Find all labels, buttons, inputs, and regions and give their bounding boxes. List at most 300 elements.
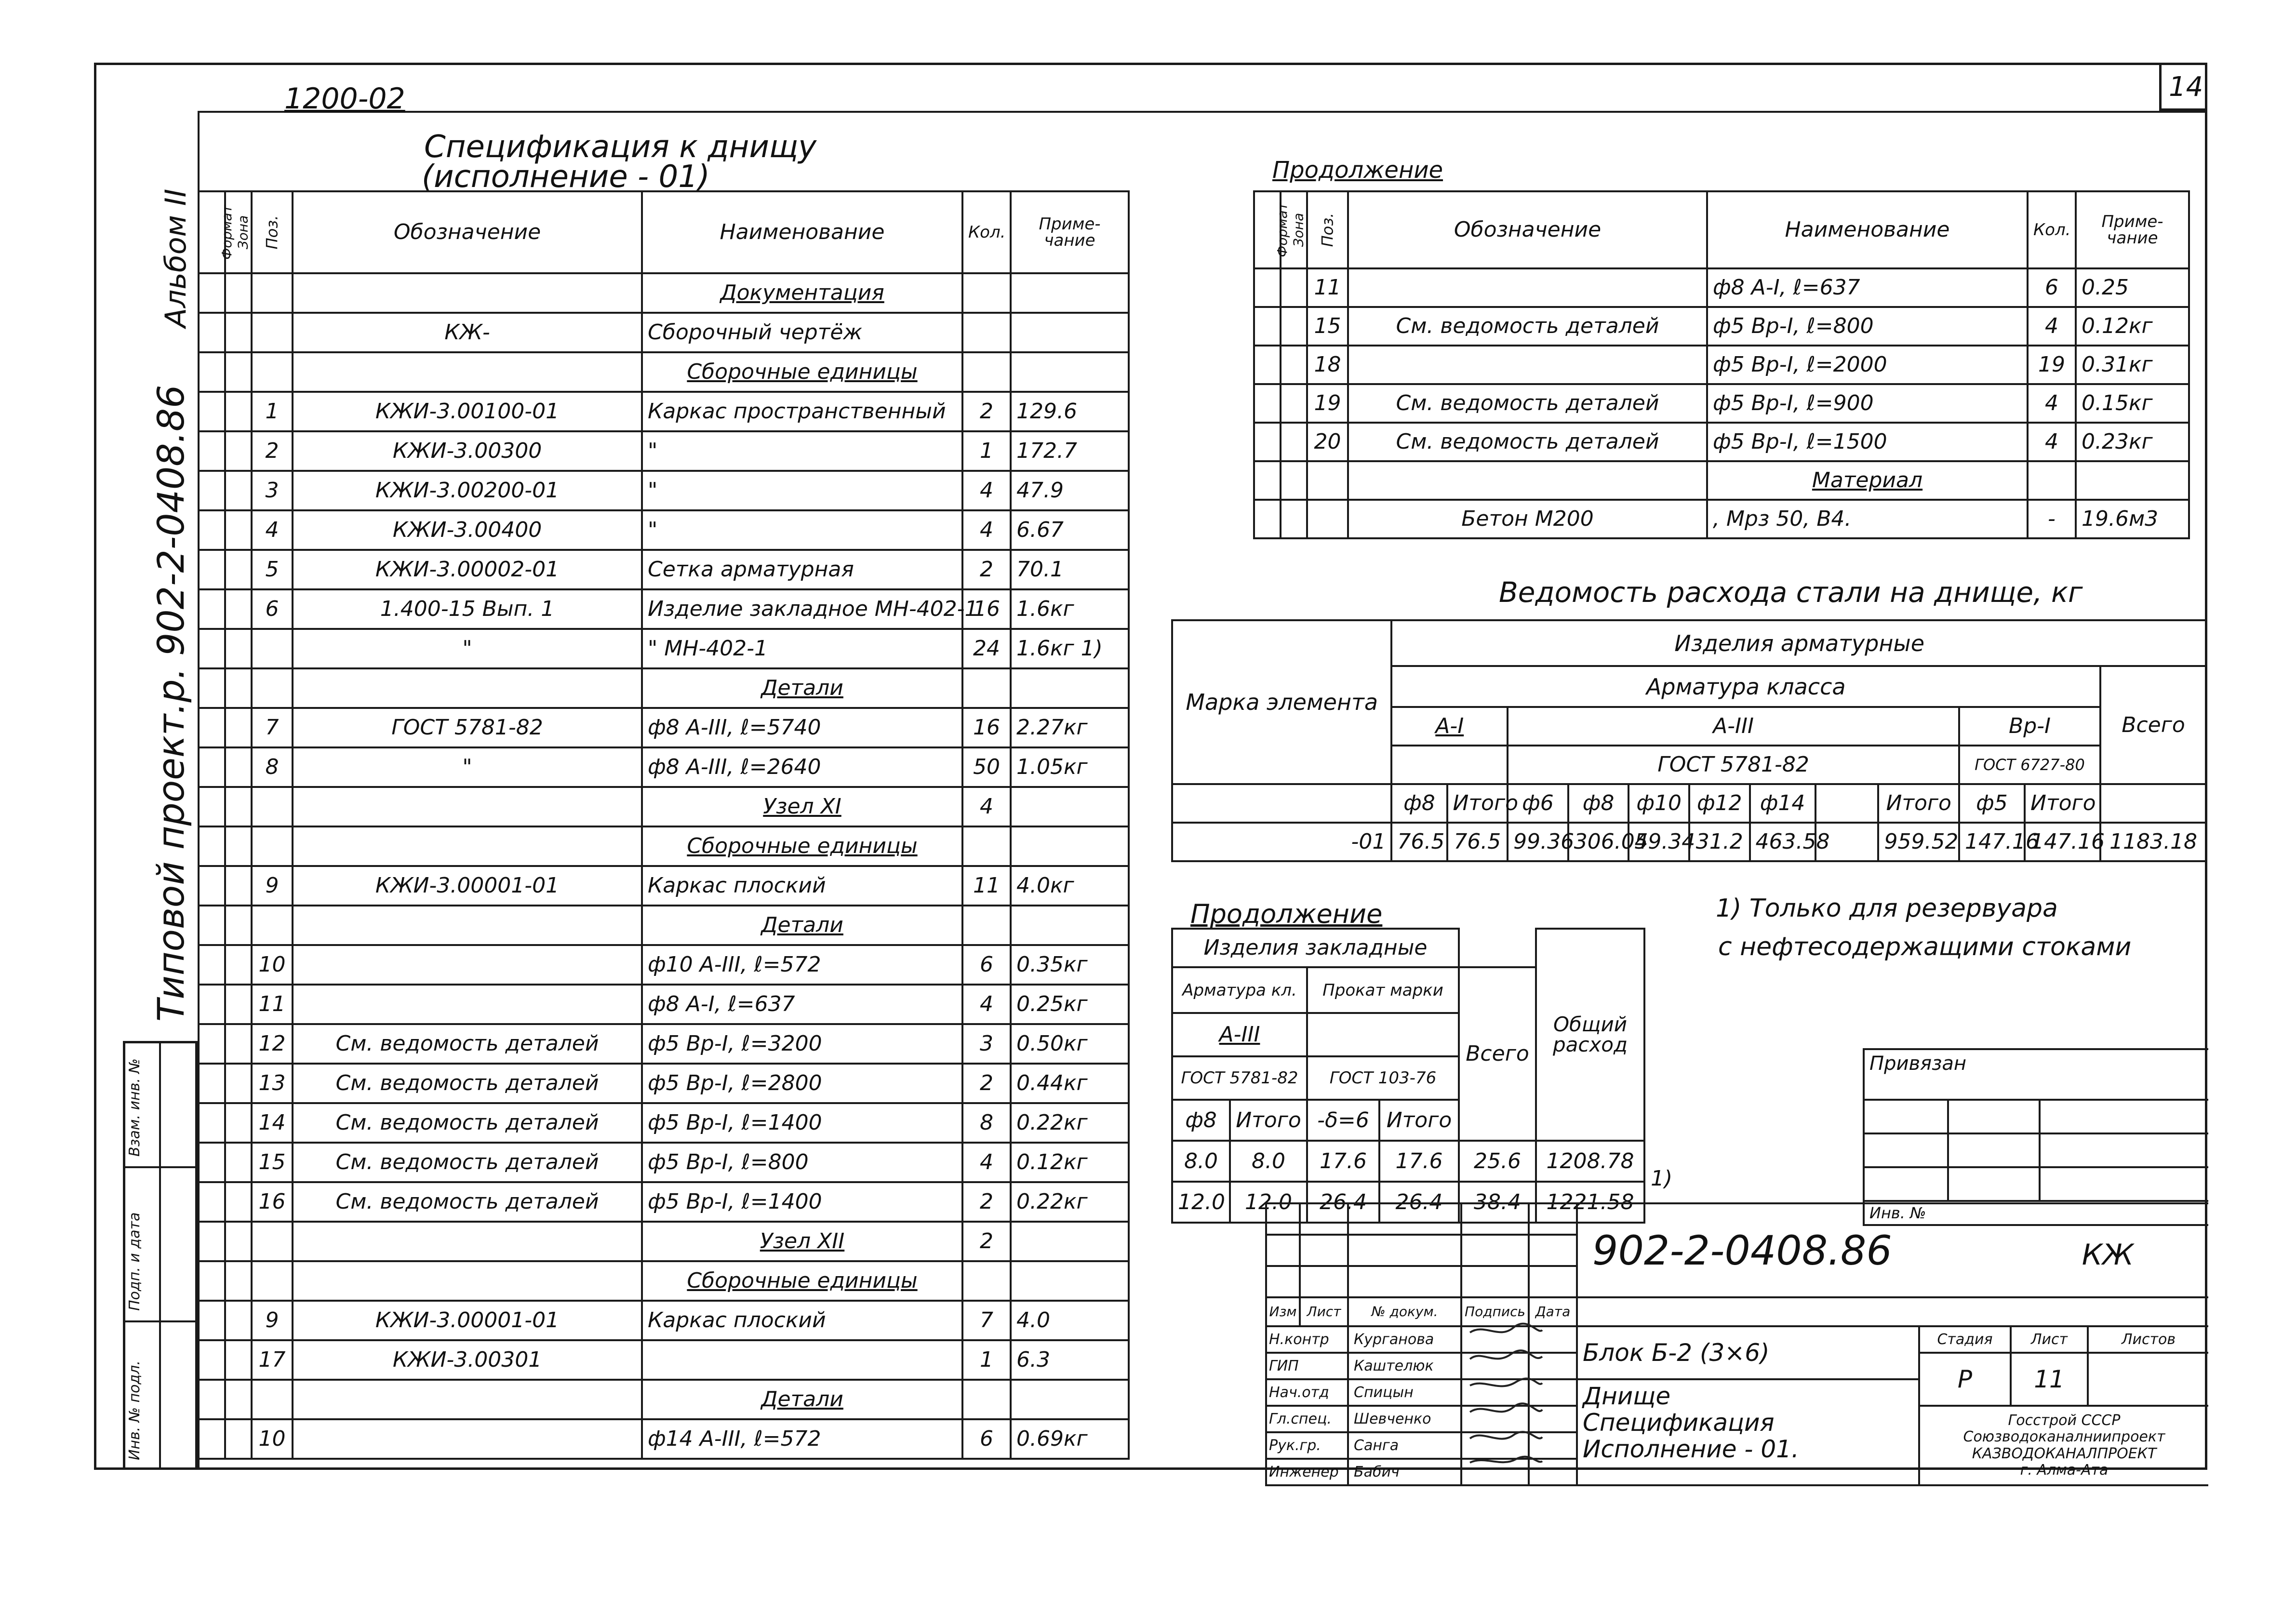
cell-zona <box>225 471 252 510</box>
stamp-listov: Листов <box>2088 1326 2208 1353</box>
cell-oboz <box>1348 268 1707 307</box>
steel-cell: 99.36 <box>1508 823 1568 861</box>
cell-format <box>199 668 225 708</box>
sheet-code-top: 1200-02 <box>284 82 405 116</box>
steel-col-head: ф10 <box>1629 784 1689 823</box>
cell-name: " <box>642 510 962 550</box>
cell-kol: 4 <box>962 1143 1011 1182</box>
steel-vsego: Всего <box>2100 666 2206 784</box>
steel-gost2: ГОСТ 6727-80 <box>1959 746 2100 784</box>
cell-zona <box>225 1143 252 1182</box>
cell-zona <box>1281 346 1307 384</box>
side-stamp-h2 <box>123 1320 198 1322</box>
stamp-table <box>1265 1202 2208 1486</box>
cell-prim <box>1011 826 1129 866</box>
cell-format <box>199 985 225 1024</box>
page-number: 14 <box>2169 71 2203 103</box>
cell-oboz: " <box>293 747 642 787</box>
cell-pos: 3 <box>252 471 293 510</box>
table-row <box>199 826 1129 866</box>
spec-h-format: Формат <box>218 205 235 260</box>
cell-name: Детали <box>642 906 962 945</box>
cell-kol: 4 <box>962 510 1011 550</box>
cell-name: Сборочные единицы <box>642 826 962 866</box>
cell-zona <box>225 431 252 471</box>
cell-name: ф14 А-III, ℓ=572 <box>642 1419 962 1459</box>
cont2-obshiy: Общий расход <box>1536 929 1644 1141</box>
steel-cell: 31.2 <box>1689 823 1750 861</box>
cell-kol: 8 <box>962 1103 1011 1143</box>
cell-name: ф5 Вр-I, ℓ=1400 <box>642 1103 962 1143</box>
cell-format <box>199 510 225 550</box>
album-label: Альбом II <box>159 188 193 328</box>
cell-oboz <box>293 826 642 866</box>
cell-format <box>1254 500 1281 538</box>
cell-oboz: " <box>293 629 642 668</box>
cell-pos: 6 <box>252 589 293 629</box>
cont2-cell: 38.4 <box>1459 1182 1536 1223</box>
cell-name: Сборочные единицы <box>642 1261 962 1301</box>
side-stamp-h1 <box>123 1166 198 1168</box>
cell-format <box>199 471 225 510</box>
cell-oboz: См. ведомость деталей <box>293 1024 642 1064</box>
cell-format <box>199 787 225 826</box>
steel-cell: 147.16 <box>2025 823 2100 861</box>
cell-pos: 15 <box>1307 307 1348 346</box>
cont2-vsego: Всего <box>1459 967 1536 1141</box>
cell-pos: 4 <box>252 510 293 550</box>
cell-oboz: КЖИ-3.00300 <box>293 431 642 471</box>
cell-prim <box>1011 1380 1129 1419</box>
cell-zona <box>225 945 252 985</box>
stamp-person-6: Бабич <box>1348 1459 1461 1485</box>
cell-prim: 19.6м3 <box>2076 500 2189 538</box>
cont-h-name: Наименование <box>1707 191 2028 268</box>
steel-armatura: Арматура класса <box>1391 666 2100 707</box>
cell-name: ф10 А-III, ℓ=572 <box>642 945 962 985</box>
steel-cell: 1183.18 <box>2100 823 2206 861</box>
stamp-doc-1: Днище <box>1583 1382 1671 1410</box>
spec-h-oboz: Обозначение <box>293 191 642 273</box>
table-row <box>199 1024 1129 1064</box>
cell-zona <box>1281 268 1307 307</box>
steel-col-head: Итого <box>1447 784 1508 823</box>
cell-prim: 172.7 <box>1011 431 1129 471</box>
cell-format <box>199 589 225 629</box>
cell-format <box>199 1340 225 1380</box>
stamp-head-row <box>1266 1297 2208 1326</box>
cell-format <box>199 352 225 392</box>
table-row <box>199 1103 1129 1143</box>
cell-prim: 4.0кг <box>1011 866 1129 906</box>
cell-format <box>199 313 225 352</box>
cell-format <box>199 1182 225 1222</box>
cell-zona <box>225 826 252 866</box>
spec-header-row <box>199 191 1129 273</box>
table-row <box>199 1380 1129 1419</box>
steel-cols-row <box>1172 784 2206 823</box>
cell-oboz <box>293 985 642 1024</box>
cell-oboz: См. ведомость деталей <box>293 1143 642 1182</box>
cell-name: ф8 А-I, ℓ=637 <box>642 985 962 1024</box>
cell-format <box>199 1103 225 1143</box>
cell-oboz: 1.400-15 Вып. 1 <box>293 589 642 629</box>
cell-prim <box>1011 352 1129 392</box>
cell-pos: 9 <box>252 1301 293 1340</box>
cell-zona <box>225 985 252 1024</box>
table-row <box>199 1064 1129 1103</box>
spec-h-prim: Приме- чание <box>1011 191 1129 273</box>
cell-zona <box>1281 461 1307 500</box>
cont2-prokat: Прокат марки <box>1307 967 1459 1013</box>
cell-format <box>199 1261 225 1301</box>
cell-zona <box>225 1182 252 1222</box>
cell-format <box>199 1301 225 1340</box>
cell-format <box>199 826 225 866</box>
table-row <box>199 906 1129 945</box>
cell-prim: 0.44кг <box>1011 1064 1129 1103</box>
cell-format <box>199 866 225 906</box>
side-mark-1: Инв. № подл. <box>126 1360 143 1460</box>
cell-kol: 50 <box>962 747 1011 787</box>
spec-h-zona: Зона <box>235 215 251 250</box>
spec-h-kol: Кол. <box>962 191 1011 273</box>
cell-pos: 16 <box>252 1182 293 1222</box>
cell-pos: 18 <box>1307 346 1348 384</box>
stamp-person-1: Курганова <box>1348 1326 1461 1353</box>
table-row <box>199 1143 1129 1182</box>
cell-pos: 1 <box>252 392 293 431</box>
cell-name: Каркас пространственный <box>642 392 962 431</box>
cell-format <box>1254 384 1281 423</box>
table-row <box>199 392 1129 431</box>
privyazan-table <box>1863 1048 2208 1226</box>
side-stamp-divider <box>159 1041 161 1470</box>
table-row <box>199 1261 1129 1301</box>
cell-oboz: См. ведомость деталей <box>293 1182 642 1222</box>
cell-oboz <box>1348 346 1707 384</box>
steel-col-head: ф12 <box>1689 784 1750 823</box>
cell-kol <box>962 313 1011 352</box>
steel-ai: А-I <box>1391 707 1508 746</box>
cont-h-prim: Приме- чание <box>2076 191 2189 268</box>
table-row <box>199 1301 1129 1340</box>
cell-format <box>1254 423 1281 461</box>
side-project-label: Типовой проект.р. 902-2-0408.86 <box>149 385 192 1022</box>
stamp-doc-2: Спецификация <box>1583 1409 1775 1437</box>
cell-pos: 15 <box>252 1143 293 1182</box>
cont-h-pos: Поз. <box>1318 213 1337 247</box>
cell-prim: 4.0 <box>1011 1301 1129 1340</box>
cell-format <box>1254 307 1281 346</box>
cell-kol <box>962 1261 1011 1301</box>
cell-pos <box>252 352 293 392</box>
table-row <box>199 747 1129 787</box>
spec-h-name: Наименование <box>642 191 962 273</box>
cont2-cell: 26.4 <box>1307 1182 1379 1223</box>
cell-zona <box>225 392 252 431</box>
cell-kol <box>962 273 1011 313</box>
stamp-h-date: Дата <box>1529 1297 1577 1326</box>
cell-pos: 12 <box>252 1024 293 1064</box>
cell-format <box>1254 346 1281 384</box>
stamp-mark: КЖ <box>2082 1238 2134 1272</box>
stamp-list-value: 11 <box>2011 1353 2088 1406</box>
cell-prim: 0.15кг <box>2076 384 2189 423</box>
cell-zona <box>1281 423 1307 461</box>
cell-name: Узел XII <box>642 1222 962 1261</box>
cell-name: ф5 Вр-I, ℓ=900 <box>1707 384 2028 423</box>
cell-name: , Мрз 50, В4. <box>1707 500 2028 538</box>
cell-zona <box>225 273 252 313</box>
cell-pos <box>252 313 293 352</box>
cont2-blank-top <box>1459 929 1536 967</box>
cell-oboz: КЖИ-3.00200-01 <box>293 471 642 510</box>
cell-name: " <box>642 431 962 471</box>
cell-oboz: См. ведомость деталей <box>1348 423 1707 461</box>
cell-format <box>199 1024 225 1064</box>
cont2-table <box>1171 928 1645 1224</box>
cont2-cell: 26.4 <box>1379 1182 1459 1223</box>
cont2-gost1: ГОСТ 5781-82 <box>1172 1056 1307 1100</box>
cell-name: ф5 Вр-I, ℓ=1500 <box>1707 423 2028 461</box>
cell-pos: 5 <box>252 550 293 589</box>
cell-pos: 10 <box>252 1419 293 1459</box>
steel-col-head <box>1815 784 1879 823</box>
steel-aiii: А-III <box>1508 707 1959 746</box>
steel-title: Ведомость расхода стали на днище, кг <box>1499 576 2083 609</box>
cell-oboz: КЖИ-3.00301 <box>293 1340 642 1380</box>
cell-zona <box>225 510 252 550</box>
stamp-role-3: Нач.отд <box>1266 1379 1348 1406</box>
cell-name: ф5 Вр-I, ℓ=800 <box>1707 307 2028 346</box>
cont-header-row <box>1254 191 2189 268</box>
stamp-role-2: ГИП <box>1266 1353 1348 1379</box>
cell-zona <box>225 1261 252 1301</box>
cell-zona <box>225 1419 252 1459</box>
cell-zona <box>225 1301 252 1340</box>
cell-prim <box>1011 787 1129 826</box>
cell-pos: 11 <box>1307 268 1348 307</box>
steel-cell: 147.16 <box>1959 823 2025 861</box>
cell-kol: 2 <box>962 392 1011 431</box>
side-mark-2: Подп. и дата <box>126 1212 143 1311</box>
stamp-org-4: г. Алма-Ата <box>2020 1462 2109 1479</box>
cell-oboz: Бетон М200 <box>1348 500 1707 538</box>
cell-pos: 14 <box>252 1103 293 1143</box>
cell-zona <box>1281 384 1307 423</box>
stamp-org-1: Госстрой СССР <box>2008 1412 2121 1429</box>
cell-prim: 0.23кг <box>2076 423 2189 461</box>
stamp-org-3: КАЗВОДОКАНАЛПРОЕКТ <box>1972 1445 2157 1462</box>
cell-kol: 16 <box>962 589 1011 629</box>
table-row <box>199 510 1129 550</box>
cell-zona <box>1281 307 1307 346</box>
table-row <box>199 313 1129 352</box>
cell-zona <box>225 1380 252 1419</box>
cell-prim <box>1011 1261 1129 1301</box>
side-mark-3: Взам. инв. № <box>126 1058 143 1157</box>
note-line-1: 1) Только для резервуара <box>1716 894 2058 923</box>
cont2-footnote: 1) <box>1651 1166 1673 1191</box>
cell-zona <box>225 747 252 787</box>
steel-cell: 463.58 <box>1750 823 1815 861</box>
cell-zona <box>225 313 252 352</box>
cell-pos: 7 <box>252 708 293 747</box>
steel-row-label: -01 <box>1172 823 1391 861</box>
cont-body <box>1254 268 2189 538</box>
cell-pos <box>252 787 293 826</box>
table-row <box>1254 268 2189 307</box>
table-row <box>199 550 1129 589</box>
cell-zona <box>225 866 252 906</box>
cont2-col-2: -δ=6 <box>1307 1100 1379 1141</box>
cell-oboz <box>293 945 642 985</box>
cont2-cell: 17.6 <box>1379 1141 1459 1182</box>
stamp-stadia-value: Р <box>1919 1353 2011 1406</box>
cell-name: Узел XI <box>642 787 962 826</box>
cell-format <box>199 392 225 431</box>
stamp-h-izm: Изм <box>1266 1297 1300 1326</box>
cell-kol <box>962 826 1011 866</box>
cont2-title: Продолжение <box>1190 899 1383 929</box>
cont2-row-1 <box>1172 1141 1644 1182</box>
cell-zona <box>225 668 252 708</box>
cell-oboz <box>293 1419 642 1459</box>
cell-pos <box>252 273 293 313</box>
cell-name: Документация <box>642 273 962 313</box>
cell-kol: 6 <box>962 1419 1011 1459</box>
cell-pos: 19 <box>1307 384 1348 423</box>
cell-format <box>199 1222 225 1261</box>
steel-table <box>1171 619 2207 862</box>
cont2-cell: 17.6 <box>1307 1141 1379 1182</box>
cell-prim: 6.67 <box>1011 510 1129 550</box>
cont-title: Продолжение <box>1272 157 1443 184</box>
cell-pos: 2 <box>252 431 293 471</box>
table-row <box>1254 384 2189 423</box>
cell-kol <box>962 906 1011 945</box>
cell-pos <box>252 1380 293 1419</box>
cell-pos: 8 <box>252 747 293 787</box>
cell-kol: 19 <box>2028 346 2076 384</box>
cell-oboz: КЖИ-3.00001-01 <box>293 866 642 906</box>
cell-pos <box>252 1261 293 1301</box>
table-row <box>199 787 1129 826</box>
cell-pos: 9 <box>252 866 293 906</box>
cell-format <box>199 747 225 787</box>
cell-kol: 1 <box>962 431 1011 471</box>
steel-col-blank <box>1172 784 1391 823</box>
steel-izdelia: Изделия арматурные <box>1391 620 2206 666</box>
table-row <box>199 668 1129 708</box>
stamp-person-5: Санга <box>1348 1432 1461 1459</box>
cont2-cell: 12.0 <box>1172 1182 1230 1223</box>
cell-zona <box>225 589 252 629</box>
cell-name: ф5 Вр-I, ℓ=3200 <box>642 1024 962 1064</box>
cont2-cell: 1221.58 <box>1536 1182 1644 1223</box>
cell-zona <box>1281 500 1307 538</box>
cell-oboz <box>293 787 642 826</box>
cell-prim: 0.22кг <box>1011 1103 1129 1143</box>
stamp-person-3: Спицын <box>1348 1379 1461 1406</box>
stamp-role-1: Н.контр <box>1266 1326 1348 1353</box>
steel-cell: 306.04 <box>1568 823 1629 861</box>
spec-h-pos: Поз. <box>263 215 281 250</box>
cell-kol <box>962 1380 1011 1419</box>
steel-cell: 959.52 <box>1878 823 1959 861</box>
cell-oboz <box>293 1380 642 1419</box>
steel-cell: 76.5 <box>1447 823 1508 861</box>
cell-prim <box>1011 273 1129 313</box>
steel-col-head: ф8 <box>1391 784 1447 823</box>
cell-kol <box>2028 461 2076 500</box>
cell-name: Детали <box>642 1380 962 1419</box>
cell-prim: 1.05кг <box>1011 747 1129 787</box>
cell-format <box>199 1419 225 1459</box>
cell-zona <box>225 1340 252 1380</box>
cell-zona <box>225 1024 252 1064</box>
cont2-cell: 12.0 <box>1230 1182 1307 1223</box>
cell-prim: 0.25 <box>2076 268 2189 307</box>
cont2-col-0: ф8 <box>1172 1100 1230 1141</box>
table-row <box>199 1222 1129 1261</box>
cell-pos <box>252 1222 293 1261</box>
cell-prim: 2.27кг <box>1011 708 1129 747</box>
table-row <box>199 708 1129 747</box>
cell-name: ф5 Вр-I, ℓ=1400 <box>642 1182 962 1222</box>
cell-pos: 11 <box>252 985 293 1024</box>
steel-vri: Вр-I <box>1959 707 2100 746</box>
cell-kol: 2 <box>962 1064 1011 1103</box>
table-row <box>199 352 1129 392</box>
cell-zona <box>225 906 252 945</box>
cell-format <box>199 273 225 313</box>
stamp-doc-3: Исполнение - 01. <box>1583 1435 1799 1463</box>
note-line-2: с нефтесодержащими стоками <box>1718 933 2132 961</box>
signatures-drawing <box>1465 1320 1547 1470</box>
cell-name: Сетка арматурная <box>642 550 962 589</box>
cell-pos <box>252 906 293 945</box>
cell-pos: 17 <box>252 1340 293 1380</box>
cell-oboz <box>293 1261 642 1301</box>
steel-col-head: ф8 <box>1568 784 1629 823</box>
cell-oboz: КЖИ-3.00001-01 <box>293 1301 642 1340</box>
cell-prim: 47.9 <box>1011 471 1129 510</box>
steel-gost-empty <box>1391 746 1508 784</box>
cell-kol: 6 <box>962 945 1011 985</box>
cell-format <box>199 945 225 985</box>
spec-subtitle: (исполнение - 01) <box>422 159 710 195</box>
cell-pos <box>252 629 293 668</box>
cont2-cell: 8.0 <box>1230 1141 1307 1182</box>
cell-name: ф5 Вр-I, ℓ=2800 <box>642 1064 962 1103</box>
table-row <box>199 1419 1129 1459</box>
table-row <box>1254 346 2189 384</box>
cell-kol: 4 <box>2028 384 2076 423</box>
cont2-gost2: ГОСТ 103-76 <box>1307 1056 1459 1100</box>
cell-kol: 2 <box>962 1182 1011 1222</box>
cell-kol <box>962 668 1011 708</box>
cell-zona <box>225 352 252 392</box>
steel-data-row <box>1172 823 2206 861</box>
cell-format <box>199 629 225 668</box>
steel-marka: Марка элемента <box>1172 620 1391 784</box>
cont2-aiii: А-III <box>1172 1013 1307 1056</box>
cell-zona <box>225 787 252 826</box>
cell-kol: - <box>2028 500 2076 538</box>
cell-oboz: КЖИ-3.00100-01 <box>293 392 642 431</box>
